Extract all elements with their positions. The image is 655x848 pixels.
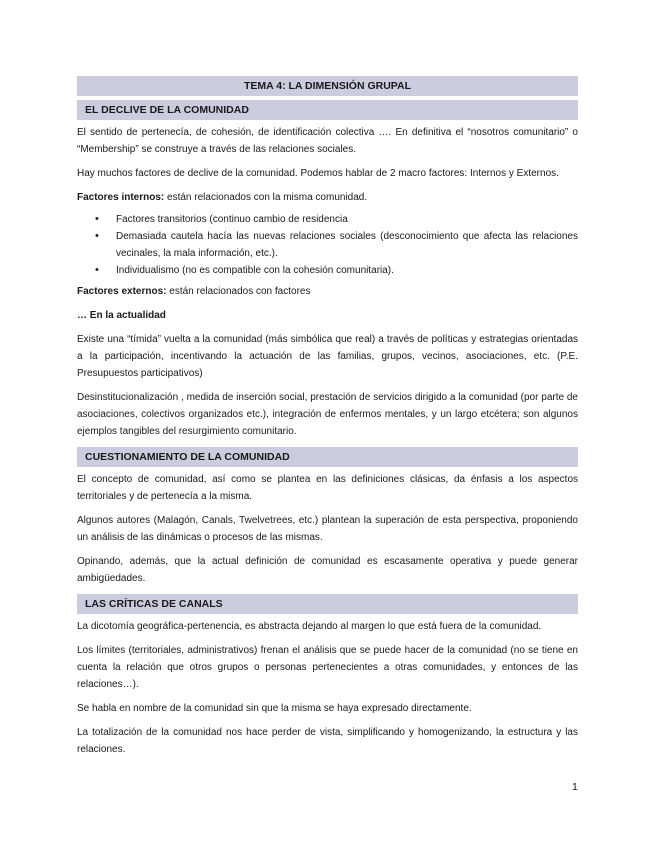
- paragraph: Se habla en nombre de la comunidad sin que la misma se haya expresado directamente.: [77, 703, 472, 714]
- factores-internos-label: Factores internos:: [77, 192, 165, 203]
- paragraph: Existe una “tímida” vuelta a la comunidad (más simbólica que real) a través de políticas y estrategias orientadas a la participación, incentivando la actuación de las familias, grupos, vecinos, asociaciones, etc. (P.E. Presupuestos participativos): [77, 334, 578, 379]
- paragraph: La dicotomía geográfica-pertenencia, es abstracta dejando al margen lo que está fuera de la comunidad.: [77, 621, 542, 632]
- paragraph: Los límites (territoriales, administrativos) frenan el análisis que se puede hacer de la comunidad (no se tiene en cuenta la relación que otros grupos o personas pertenecientes a otras comunidades, y entonces de las relaciones…).: [77, 645, 578, 690]
- subheading-actualidad: … En la actualidad: [77, 310, 166, 321]
- paragraph-factores-externos: [77, 283, 578, 300]
- section-heading-cuestionamiento: CUESTIONAMIENTO DE LA COMUNIDAD: [77, 447, 578, 467]
- list-item: • Individualismo (no es compatible con la cohesión comunitaria).: [77, 262, 578, 279]
- paragraph: La totalización de la comunidad nos hace perder de vista, simplificando y homogenizando, la estructura y las relaciones.: [77, 727, 578, 755]
- paragraph: Desinstitucionalización , medida de inserción social, prestación de servicios dirigido a la comunidad (por parte de asociaciones, colectivos organizados etc.), integración de enfermos mentales, y un largo etcétera; son algunos ejemplos tangibles del resurgimiento comunitario.: [77, 392, 578, 437]
- factores-internos-list: [77, 211, 578, 279]
- factores-externos-text: están relacionados con factores: [166, 286, 311, 297]
- paragraph: El concepto de comunidad, así como se plantea en las definiciones clásicas, da énfasis a los aspectos territoriales y de pertenecía a la misma.: [77, 474, 578, 502]
- paragraph: Opinando, además, que la actual definición de comunidad es escasamente operativa y puede generar ambigüedades.: [77, 556, 578, 584]
- document-title: TEMA 4: LA DIMENSIÓN GRUPAL: [77, 76, 578, 96]
- factores-externos-label: Factores externos:: [77, 286, 167, 297]
- paragraph: Hay muchos factores de declive de la comunidad. Podemos hablar de 2 macro factores: Internos y Externos.: [77, 168, 559, 179]
- paragraph: El sentido de pertenecía, de cohesión, de identificación colectiva …. En definitiva el “nosotros comunitario” o “Membership” se construye a través de las relaciones sociales.: [77, 127, 578, 155]
- list-item: • Factores transitorios (continuo cambio de residencia: [77, 211, 578, 228]
- paragraph-factores-internos: [77, 189, 578, 206]
- document-page: [77, 76, 578, 765]
- section-heading-criticas: LAS CRÍTICAS DE CANALS: [77, 594, 578, 614]
- list-item: • Demasiada cautela hacía las nuevas relaciones sociales (desconocimiento que afecta las relaciones vecinales, la mala información, etc.).: [77, 228, 578, 262]
- paragraph: Algunos autores (Malagón, Canals, Twelvetrees, etc.) plantean la superación de esta perspectiva, proponiendo un análisis de las dinámicas o procesos de las mismas.: [77, 515, 578, 543]
- factores-internos-text: están relacionados con la misma comunidad.: [164, 192, 368, 203]
- section-heading-declive: EL DECLIVE DE LA COMUNIDAD: [77, 100, 578, 120]
- page-number: 1: [572, 781, 578, 793]
